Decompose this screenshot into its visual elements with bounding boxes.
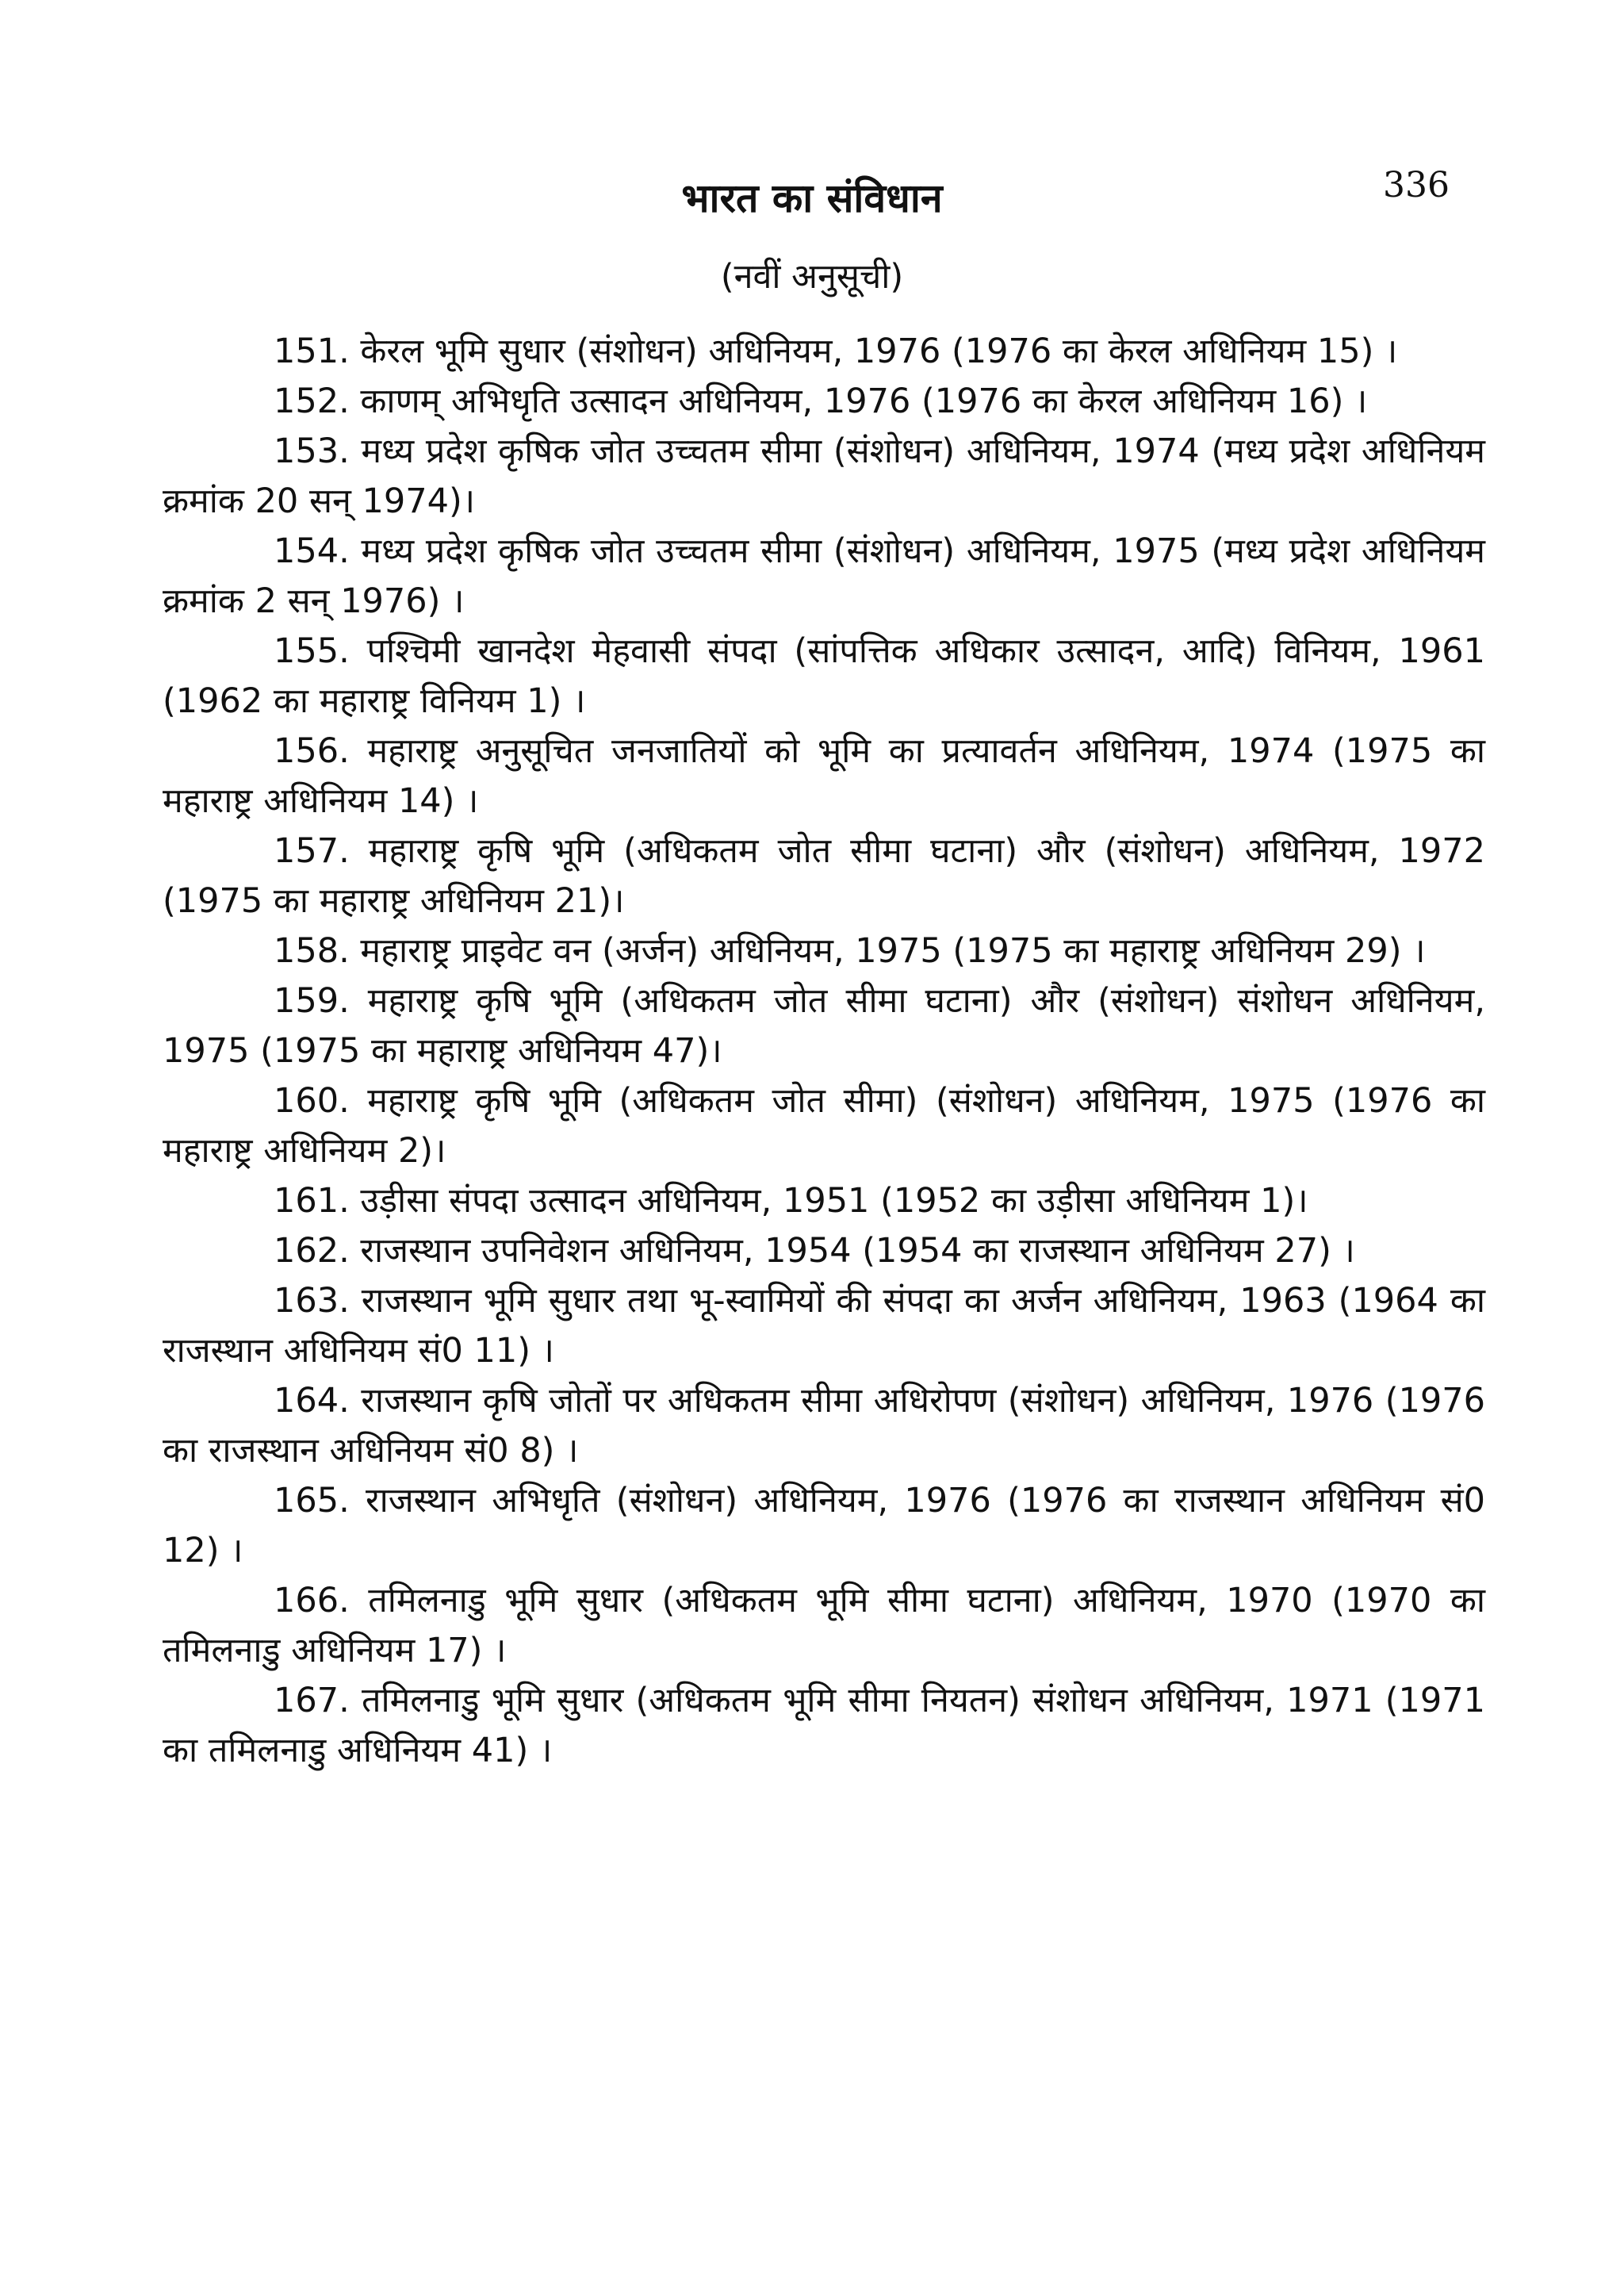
act-entry-164: 164. राजस्थान कृषि जोतों पर अधिकतम सीमा अधिरोपण (संशोधन) अधिनियम, 1976 (1976 का राजस्थान अधिनियम सं0 8) । xyxy=(163,1381,1485,1471)
act-entry-159: 159. महाराष्ट्र कृषि भूमि (अधिकतम जोत सीमा घटाना) और (संशोधन) संशोधन अधिनियम, 1975 (1975 का महाराष्ट्र अधिनियम 47)। xyxy=(163,981,1485,1071)
act-entry-165: 165. राजस्थान अभिधृति (संशोधन) अधिनियम, 1976 (1976 का राजस्थान अधिनियम सं0 12) । xyxy=(163,1481,1485,1570)
act-entry-167: 167. तमिलनाडु भूमि सुधार (अधिकतम भूमि सीमा नियतन) संशोधन अधिनियम, 1971 (1971 का तमिलनाडु अधिनियम 41) । xyxy=(163,1681,1485,1770)
act-entry-157: 157. महाराष्ट्र कृषि भूमि (अधिकतम जोत सीमा घटाना) और (संशोधन) अधिनियम, 1972 (1975 का महाराष्ट्र अधिनियम 21)। xyxy=(163,831,1485,921)
act-entry-158: 158. महाराष्ट्र प्राइवेट वन (अर्जन) अधिनियम, 1975 (1975 का महाराष्ट्र अधिनियम 29) । xyxy=(274,931,1426,971)
page-number: 336 xyxy=(1383,165,1450,205)
act-entry-160: 160. महाराष्ट्र कृषि भूमि (अधिकतम जोत सीमा) (संशोधन) अधिनियम, 1975 (1976 का महाराष्ट्र अधिनियम 2)। xyxy=(163,1081,1485,1171)
act-entries-list xyxy=(163,327,1485,1776)
act-entry-163: 163. राजस्थान भूमि सुधार तथा भू-स्वामियों की संपदा का अर्जन अधिनियम, 1963 (1964 का राजस्थान अधिनियम सं0 11) । xyxy=(163,1281,1485,1371)
page-title: भारत का संविधान xyxy=(681,175,943,221)
act-entry-166: 166. तमिलनाडु भूमि सुधार (अधिकतम भूमि सीमा घटाना) अधिनियम, 1970 (1970 का तमिलनाडु अधिनियम 17) । xyxy=(163,1581,1485,1670)
act-entry-152: 152. काणम् अभिधृति उत्सादन अधिनियम, 1976 (1976 का केरल अधिनियम 16) । xyxy=(274,382,1368,421)
act-entry-153: 153. मध्य प्रदेश कृषिक जोत उच्चतम सीमा (संशोधन) अधिनियम, 1974 (मध्य प्रदेश अधिनियम क्रमांक 20 सन् 1974)। xyxy=(163,431,1485,521)
act-entry-154: 154. मध्य प्रदेश कृषिक जोत उच्चतम सीमा (संशोधन) अधिनियम, 1975 (मध्य प्रदेश अधिनियम क्रमांक 2 सन् 1976) । xyxy=(163,531,1485,621)
act-entry-156: 156. महाराष्ट्र अनुसूचित जनजातियों को भूमि का प्रत्यावर्तन अधिनियम, 1974 (1975 का महाराष्ट्र अधिनियम 14) । xyxy=(163,731,1485,821)
act-entry-151: 151. केरल भूमि सुधार (संशोधन) अधिनियम, 1976 (1976 का केरल अधिनियम 15) । xyxy=(274,332,1398,371)
page-subtitle: (नवीं अनुसूची) xyxy=(720,257,904,297)
act-entry-161: 161. उड़ीसा संपदा उत्सादन अधिनियम, 1951 (1952 का उड़ीसा अधिनियम 1)। xyxy=(274,1181,1308,1221)
act-entry-155: 155. पश्चिमी खानदेश मेहवासी संपदा (सांपत्तिक अधिकार उत्सादन, आदि) विनियम, 1961 (1962 का महाराष्ट्र विनियम 1) । xyxy=(163,631,1485,721)
act-entry-162: 162. राजस्थान उपनिवेशन अधिनियम, 1954 (1954 का राजस्थान अधिनियम 27) । xyxy=(274,1231,1355,1271)
